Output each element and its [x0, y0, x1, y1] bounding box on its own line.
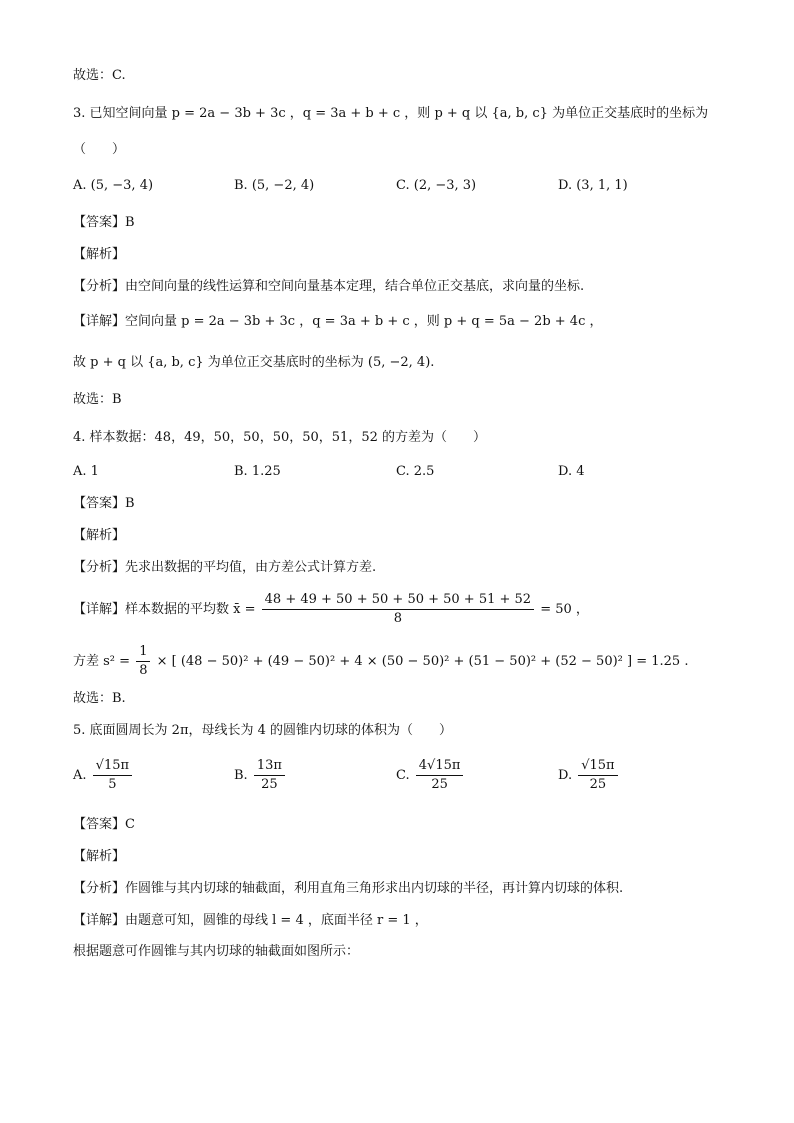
- q5-option-d-fraction: [578, 757, 617, 794]
- q5-analysis-head: 【解析】: [73, 849, 126, 864]
- q4-stem: 4. 样本数据：48，49，50，50，50，50，51，52 的方差为（ ）: [73, 430, 487, 445]
- q4-mean-line: [73, 591, 589, 628]
- q4-mean-prefix: 【详解】样本数据的平均数 x̄ =: [73, 602, 256, 617]
- q5-option-b-fraction: [254, 757, 285, 794]
- q5-option-a: [73, 757, 134, 794]
- q5-option-d-label: D.: [558, 768, 573, 783]
- q4-mean-denominator: 8: [393, 611, 402, 626]
- q3-stem: 3. 已知空间向量 p = 2a − 3b + 3c ，q = 3a + b + c ，则 p + q 以 {a, b, c} 为单位正交基底时的坐标为: [73, 106, 709, 121]
- q5-option-a-num: √15π: [93, 757, 132, 776]
- q4-conclusion: 故选：B.: [73, 691, 126, 706]
- q4-var-fraction: [136, 643, 150, 680]
- q5-option-d: [558, 757, 620, 794]
- q4-mean-tail: = 50 ，: [540, 602, 589, 617]
- q3-conclusion: 故选：B: [73, 392, 122, 407]
- q5-option-c-label: C.: [396, 768, 410, 783]
- q3-option-b: B. (5, −2, 4): [234, 178, 315, 193]
- q3-xiangjie: 【详解】空间向量 p = 2a − 3b + 3c ，q = 3a + b + c ，则 p + q = 5a − 2b + 4c ，: [73, 314, 603, 329]
- q4-answer: 【答案】B: [73, 496, 135, 511]
- q5-option-c: [396, 757, 465, 794]
- q5-last-line: 根据题意可作圆锥与其内切球的轴截面如图所示：: [73, 944, 360, 959]
- q3-fenxi: 【分析】由空间向量的线性运算和空间向量基本定理，结合单位正交基底，求向量的坐标.: [73, 279, 585, 294]
- q3-paren: （ ）: [73, 142, 126, 157]
- q5-option-b-num: 13π: [254, 757, 285, 776]
- q3-option-c: C. (2, −3, 3): [396, 178, 477, 193]
- q5-option-b: [234, 757, 287, 794]
- q5-option-c-fraction: [416, 757, 464, 794]
- q4-fenxi: 【分析】先求出数据的平均值，由方差公式计算方差.: [73, 560, 377, 575]
- q5-option-d-den: 25: [589, 777, 607, 792]
- q4-option-b: B. 1.25: [234, 464, 281, 479]
- q3-xiangjie2: 故 p + q 以 {a, b, c} 为单位正交基底时的坐标为 (5, −2, 4).: [73, 355, 435, 370]
- q5-stem: 5. 底面圆周长为 2π，母线长为 4 的圆锥内切球的体积为（ ）: [73, 723, 453, 738]
- q5-fenxi: 【分析】作圆锥与其内切球的轴截面，利用直角三角形求出内切球的半径，再计算内切球的体积.: [73, 881, 624, 896]
- q5-option-a-label: A.: [73, 768, 87, 783]
- q4-variance-line: [73, 643, 688, 680]
- q3-option-d: D. (3, 1, 1): [558, 178, 628, 193]
- q5-option-d-num: √15π: [578, 757, 617, 776]
- q4-var-prefix: 方差 s² =: [73, 654, 131, 669]
- q4-var-numerator: 1: [136, 643, 150, 662]
- q4-var-denominator: 8: [139, 663, 148, 678]
- q4-mean-fraction: [262, 591, 534, 628]
- q5-answer: 【答案】C: [73, 817, 135, 832]
- q5-xiangjie: 【详解】由题意可知，圆锥的母线 l = 4 ，底面半径 r = 1 ，: [73, 913, 428, 928]
- q4-option-a: A. 1: [73, 464, 99, 479]
- q3-option-a: A. (5, −3, 4): [73, 178, 154, 193]
- q3-answer: 【答案】B: [73, 215, 135, 230]
- q5-option-a-den: 5: [108, 777, 117, 792]
- q5-option-c-num: 4√15π: [416, 757, 464, 776]
- q4-var-body: × [ (48 − 50)² + (49 − 50)² + 4 × (50 − 50)² + (51 − 50)² + (52 − 50)² ] = 1.25 .: [156, 654, 689, 669]
- q5-option-b-den: 25: [261, 777, 278, 792]
- q2-conclusion: 故选：C.: [73, 68, 126, 83]
- q5-option-b-label: B.: [234, 768, 248, 783]
- q4-mean-numerator: 48 + 49 + 50 + 50 + 50 + 50 + 51 + 52: [262, 591, 534, 610]
- q5-option-c-den: 25: [431, 777, 448, 792]
- q4-option-c: C. 2.5: [396, 464, 435, 479]
- q4-option-d: D. 4: [558, 464, 585, 479]
- q5-option-a-fraction: [93, 757, 132, 794]
- q3-analysis-head: 【解析】: [73, 247, 126, 262]
- q4-analysis-head: 【解析】: [73, 528, 126, 543]
